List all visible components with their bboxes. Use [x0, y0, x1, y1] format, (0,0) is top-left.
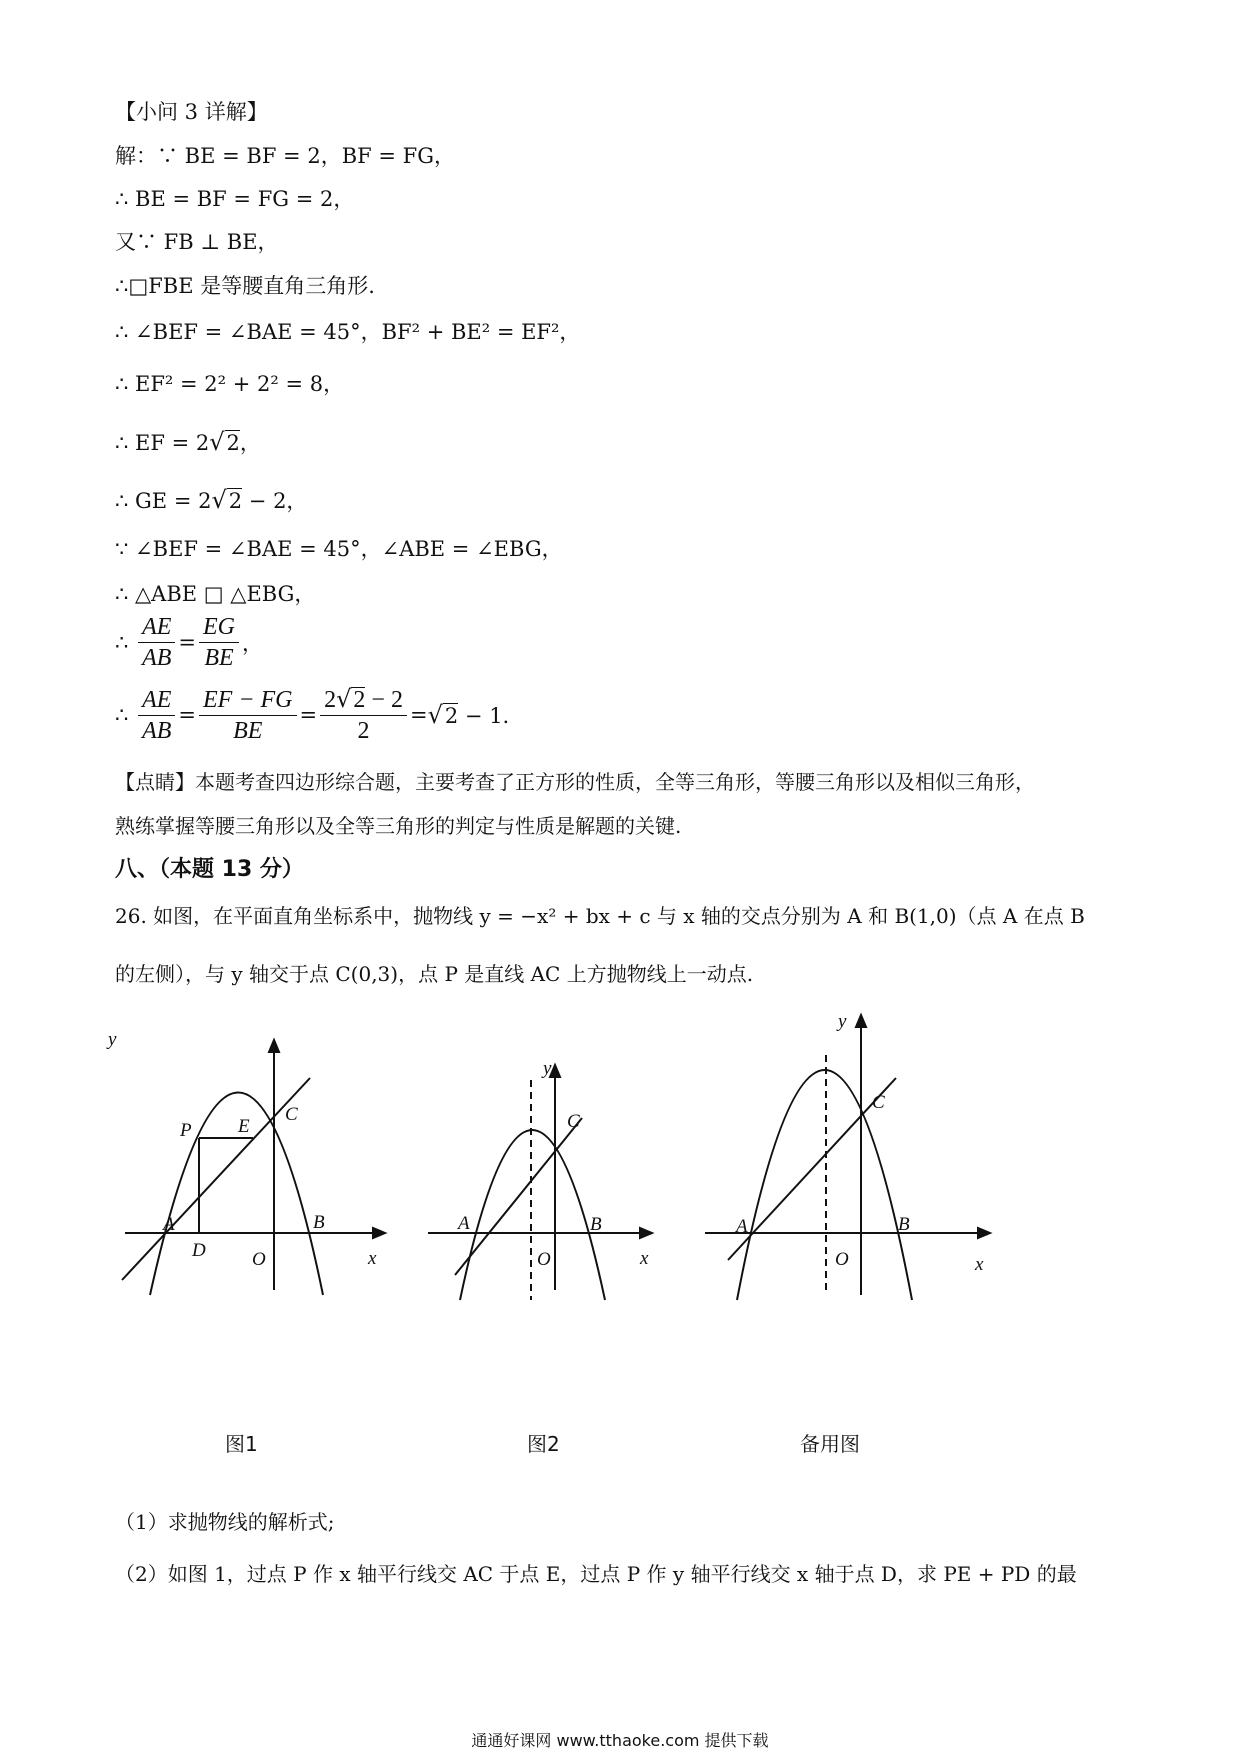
sub3-title: 【小问 3 详解】 [115, 100, 268, 124]
fraction-root-expression [320, 684, 407, 746]
label-y: y [543, 1058, 552, 1079]
y-arrow-icon [856, 1015, 866, 1027]
figure-1-caption: 图1 [225, 1432, 258, 1456]
parabola [460, 1130, 605, 1300]
fraction-numerator [320, 684, 407, 716]
figure-2 [428, 1058, 652, 1300]
radicand: 2 [353, 687, 366, 713]
problem-line-2: 的左侧），与 y 轴交于点 C(0,3)，点 P 是直线 AC 上方抛物线上一动点. [115, 962, 754, 986]
step-7-tail: ， [239, 431, 261, 455]
step-9: ∵ ∠BEF = ∠BAE = 45°，∠ABE = ∠EBG， [115, 537, 563, 561]
question-1: （1）求抛物线的解析式; [115, 1510, 335, 1534]
section-title: 八、（本题 13 分） [115, 857, 304, 882]
result-tail: − 1. [458, 704, 510, 728]
y-arrow-icon [269, 1040, 279, 1052]
equals-sign: = [178, 703, 196, 727]
step-6: ∴ EF² = 2² + 2² = 8， [115, 372, 345, 396]
fraction-ae-ab [138, 685, 175, 746]
fraction-numerator: AE [138, 685, 175, 716]
numerator-tail: − 2 [365, 687, 403, 713]
fraction-denominator: AB [142, 645, 172, 671]
step-12-prefix: ∴ [115, 703, 129, 727]
comment-line-2: 熟练掌握等腰三角形以及全等三角形的判定与性质是解题的关键. [115, 814, 682, 838]
step-1: 解：∵ BE = BF = 2，BF = FG， [115, 144, 455, 168]
equals-sign: = [409, 703, 428, 727]
step-4: ∴□FBE 是等腰直角三角形. [115, 274, 375, 298]
step-3: 又∵ FB ⊥ BE， [115, 230, 279, 254]
fraction-denominator: 2 [357, 718, 370, 744]
parabola [737, 1070, 912, 1300]
figure-backup-caption: 备用图 [800, 1432, 860, 1456]
step-7-lead: ∴ EF = 2 [115, 431, 210, 455]
label-o: O [835, 1249, 849, 1270]
step-8-radicand: 2 [228, 489, 243, 513]
step-8 [115, 486, 307, 515]
figure-backup [705, 1011, 990, 1300]
figure-2-caption: 图2 [527, 1432, 560, 1456]
radicand: 2 [444, 704, 459, 728]
step-5: ∴ ∠BEF = ∠BAE = 45°，BF² + BE² = EF²， [115, 320, 581, 344]
label-c: C [872, 1092, 885, 1113]
label-x: x [975, 1254, 984, 1275]
step-10: ∴ △ABE □ △EBG， [115, 582, 316, 606]
label-o: O [537, 1249, 551, 1270]
label-b: B [313, 1212, 325, 1233]
fraction-denominator: BE [204, 645, 234, 671]
x-arrow-icon [373, 1228, 385, 1238]
label-a: A [736, 1216, 748, 1237]
step-11-prefix: ∴ [115, 630, 129, 655]
fraction-numerator: EG [199, 612, 239, 643]
sqrt-icon: √ [336, 685, 352, 713]
step-8-tail: − 2， [242, 489, 308, 513]
step-12 [115, 684, 509, 746]
sqrt-icon: √ [427, 701, 443, 729]
fraction-ae-ab [138, 612, 175, 673]
label-e: E [238, 1116, 250, 1137]
fraction-ef-fg-be [199, 685, 297, 746]
label-d: D [192, 1240, 206, 1261]
step-11-tail: ， [242, 631, 263, 656]
figure-1 [106, 1029, 385, 1295]
fraction-numerator: EF − FG [199, 685, 297, 716]
label-y: y [838, 1011, 847, 1032]
label-c: C [285, 1104, 298, 1125]
sqrt-icon: √ [209, 428, 225, 456]
step-2: ∴ BE = BF = FG = 2， [115, 187, 355, 211]
label-a: A [163, 1214, 175, 1235]
label-y: y [108, 1029, 117, 1050]
label-a: A [458, 1213, 470, 1234]
label-p: P [180, 1120, 192, 1141]
question-2: （2）如图 1，过点 P 作 x 轴平行线交 AC 于点 E，过点 P 作 y 轴平行线交 x 轴于点 D，求 PE + PD 的最 [115, 1562, 1077, 1586]
fraction-denominator: BE [233, 717, 263, 744]
line-ac [455, 1118, 582, 1275]
page-footer: 通通好课网 www.tthaoke.com 提供下载 [471, 1731, 769, 1750]
fraction-numerator: AE [138, 612, 175, 643]
equals-sign: = [178, 630, 196, 655]
step-7-radicand: 2 [226, 431, 240, 455]
comment-line-1: 【点睛】本题考查四边形综合题，主要考查了正方形的性质，全等三角形，等腰三角形以及相似三角形， [115, 770, 1035, 794]
equals-sign: = [299, 703, 318, 727]
step-7 [115, 428, 261, 457]
label-b: B [898, 1214, 910, 1235]
x-arrow-icon [978, 1228, 990, 1238]
sqrt-icon: √ [211, 486, 227, 514]
label-x: x [368, 1248, 377, 1269]
label-b: B [590, 1214, 602, 1235]
fraction-denominator: AB [142, 717, 172, 744]
coefficient: 2 [324, 687, 337, 713]
y-arrow-icon [550, 1065, 560, 1077]
step-8-lead: ∴ GE = 2 [115, 489, 212, 513]
label-o: O [252, 1249, 266, 1270]
problem-line-1: 26. 如图，在平面直角坐标系中，抛物线 y = −x² + bx + c 与 x 轴的交点分别为 A 和 B(1,0)（点 A 在点 B [115, 904, 1085, 928]
step-11 [115, 612, 263, 673]
label-x: x [640, 1248, 649, 1269]
figures [0, 1010, 1240, 1310]
result [427, 701, 510, 729]
label-c: C [567, 1111, 580, 1132]
line-ac [122, 1078, 310, 1280]
x-arrow-icon [640, 1228, 652, 1238]
fraction-eg-be [199, 612, 239, 673]
